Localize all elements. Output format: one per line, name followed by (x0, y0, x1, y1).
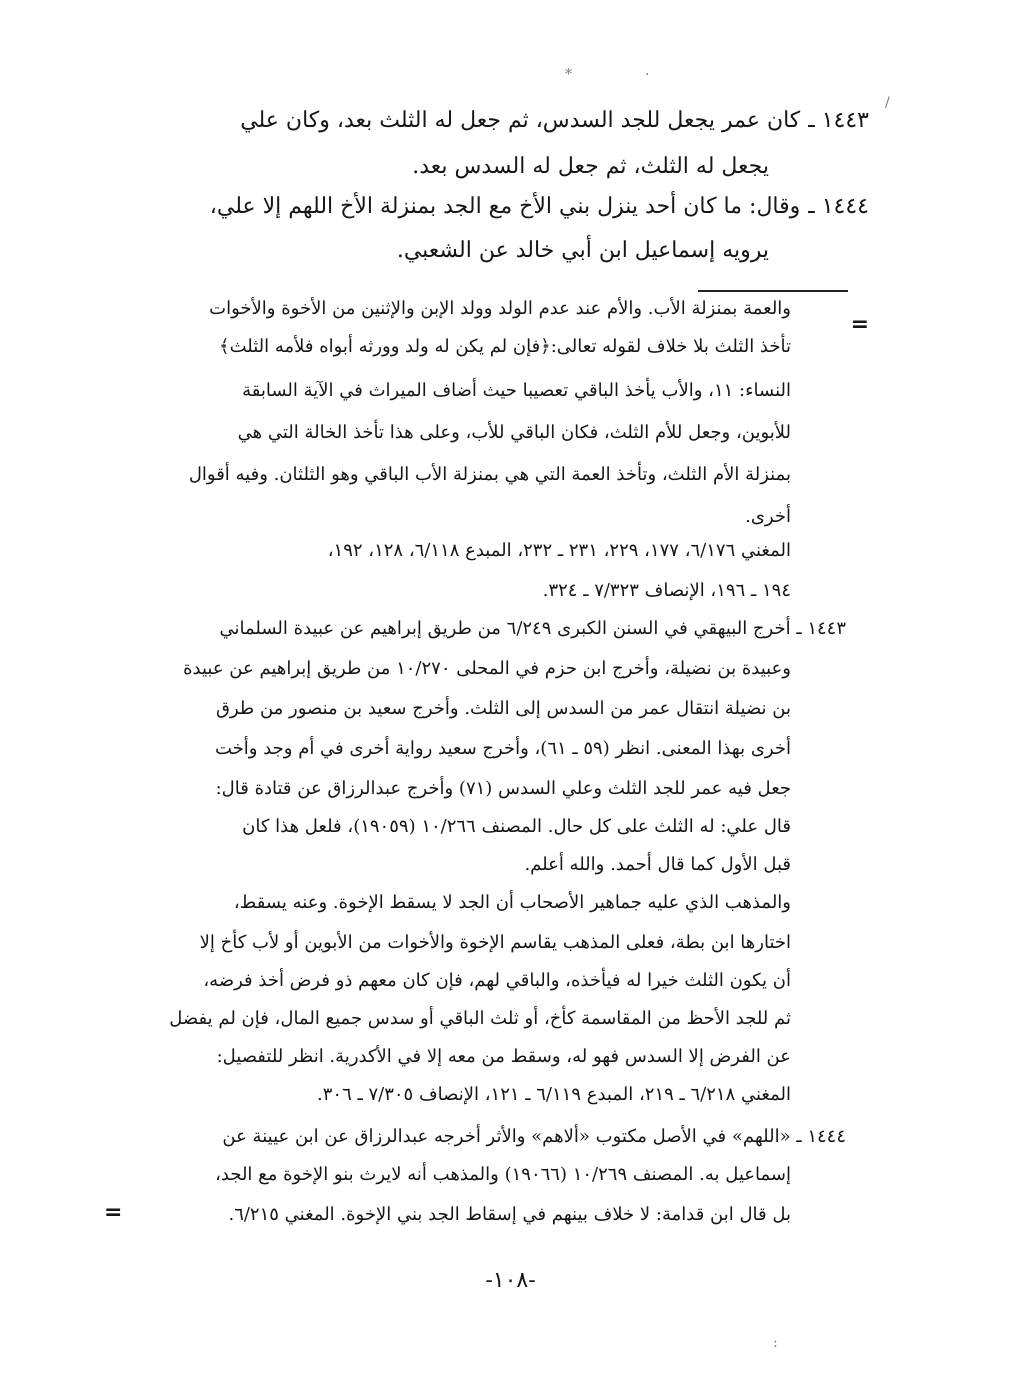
scan-speck: · (645, 67, 650, 83)
footnote-line: جعل فيه عمر للجد الثلث وعلي السدس (٧١) وأخرج عبدالرزاق عن قتادة قال: (215, 778, 791, 799)
footnote-line: ثم للجد الأحظ من المقاسمة كأخ، أو ثلث الباقي أو سدس جميع المال، فإن لم يفضل (169, 1008, 791, 1029)
main-line-1 (135, 110, 869, 132)
page-number: -١٠٨- (485, 1268, 536, 1293)
scan-speck: ⁎ (565, 62, 572, 78)
footnote-separator (698, 290, 848, 292)
footnote-line: للأبوين، وجعل للأم الثلث، فكان الباقي للأب، وعلى هذا تأخذ الخالة التي هي (237, 422, 791, 443)
footnote-line: ١٤٤٤ ـ «اللهم» في الأصل مكتوب «ألاهم» والأثر أخرجه عبدالرزاق عن ابن عيينة عن (222, 1126, 846, 1147)
footnote-line: عن الفرض إلا السدس فهو له، وسقط من معه إلا في الأكدرية. انظر للتفصيل: (216, 1046, 791, 1067)
footnote-line: والمذهب الذي عليه جماهير الأصحاب أن الجد لا يسقط الإخوة. وعنه يسقط، (233, 892, 791, 913)
footnote-line: تأخذ الثلث بلا خلاف لقوله تعالى:﴿فإن لم يكن له ولد وورثه أبواه فلأمه الثلث﴾ (219, 336, 791, 357)
footnote-line: ١٤٤٣ ـ أخرج البيهقي في السنن الكبرى ٦/٢٤٩ من طريق إبراهيم عن عبيدة السلماني (219, 618, 846, 639)
footnote-line: المغني ٦/١٧٦، ١٧٧، ٢٢٩، ٢٣١ ـ ٢٣٢، المبدع ٦/١١٨، ١٢٨، ١٩٢، (327, 540, 791, 561)
footnote-line: النساء: ١١، والأب يأخذ الباقي تعصيبا حيث أضاف الميراث في الآية السابقة (242, 380, 791, 401)
footnote-line: أخرى بهذا المعنى. انظر (٥٩ ـ ٦١)، وأخرج سعيد رواية أخرى في أم وجد وأخت (214, 738, 791, 759)
scan-speck: / (885, 95, 890, 111)
main-line-3 (135, 196, 869, 218)
footnote-line: قال علي: له الثلث على كل حال. المصنف ١٠/٢٦٦ (١٩٠٥٩)، فلعل هذا كان (242, 816, 791, 837)
footnote-line: قبل الأول كما قال أحمد. والله أعلم. (524, 854, 791, 875)
hadith-number: ١٤٤٣ ـ (808, 108, 869, 133)
main-text: يجعل له الثلث، ثم جعل له السدس بعد. (412, 154, 769, 179)
footnote-line: المغني ٦/٢١٨ ـ ٢١٩، المبدع ٦/١١٩ ـ ١٢١، الإنصاف ٧/٣٠٥ ـ ٣٠٦. (317, 1084, 791, 1105)
footnote-line: بمنزلة الأم الثلث، وتأخذ العمة التي هي بمنزلة الأب الباقي وهو الثلثان. وفيه أقوال (188, 464, 791, 485)
main-text: وقال: ما كان أحد ينزل بني الأخ مع الجد بمنزلة الأخ اللهم إلا علي، (209, 194, 801, 219)
footnote-line: والعمة بمنزلة الأب. والأم عند عدم الولد وولد الإبن والإثنين من الأخوة والأخوات (209, 298, 791, 319)
main-line-2 (135, 156, 769, 178)
footnote-line: بن نضيلة انتقال عمر من السدس إلى الثلث. وأخرج سعيد بن منصور من طرق (216, 698, 791, 719)
main-text: يرويه إسماعيل ابن أبي خالد عن الشعبي. (396, 238, 769, 263)
footnote-line: أن يكون الثلث خيرا له فيأخذه، والباقي لهم، فإن كان معهم ذو فرض أخذ فرضه، (203, 970, 791, 991)
main-text: كان عمر يجعل للجد السدس، ثم جعل له الثلث بعد، وكان علي (240, 108, 801, 133)
continuation-mark-bottom: = (104, 1200, 123, 1225)
scan-speck: : (773, 1335, 778, 1351)
main-line-4 (135, 240, 769, 262)
footnote-line: وعبيدة بن نضيلة، وأخرج ابن حزم في المحلى ١٠/٢٧٠ من طريق إبراهيم عن عبيدة (183, 658, 791, 679)
footnote-line: ١٩٤ ـ ١٩٦، الإنصاف ٧/٣٢٣ ـ ٣٢٤. (542, 580, 791, 601)
hadith-number: ١٤٤٤ ـ (808, 194, 869, 219)
continuation-mark-top: = (850, 312, 869, 337)
footnote-line: بل قال ابن قدامة: لا خلاف بينهم في إسقاط الجد بني الإخوة. المغني ٦/٢١٥. (228, 1204, 791, 1225)
footnote-line: اختارها ابن بطة، فعلى المذهب يقاسم الإخوة والأخوات من الأبوين أو لأب كأخ إلا (199, 932, 791, 953)
footnote-line: أخرى. (745, 506, 791, 527)
footnote-line: إسماعيل به. المصنف ١٠/٢٦٩ (١٩٠٦٦) والمذهب أنه لايرث بنو الإخوة مع الجد، (215, 1164, 791, 1185)
